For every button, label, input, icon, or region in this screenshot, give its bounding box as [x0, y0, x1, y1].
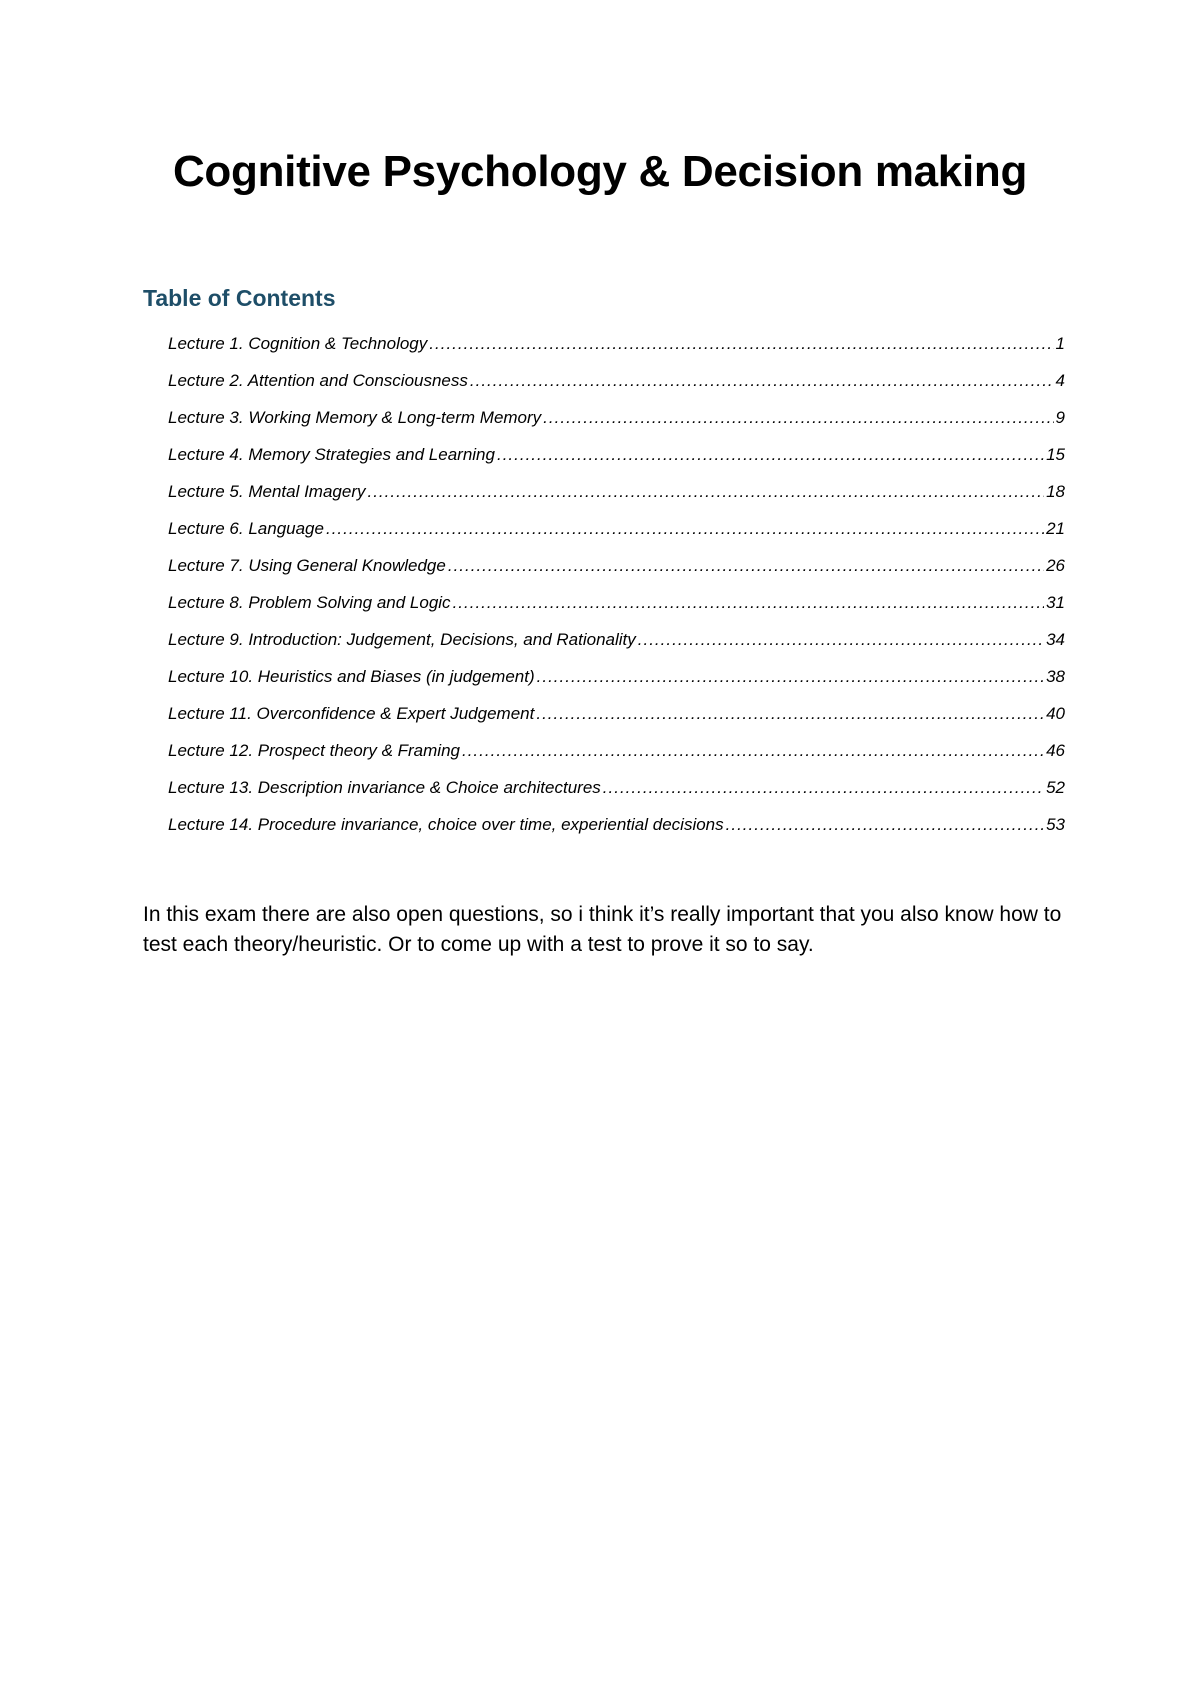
toc-entry-page: 26 [1046, 556, 1065, 575]
toc-entry-label: Lecture 10. Heuristics and Biases (in judgement) [168, 667, 535, 686]
toc-entry-label: Lecture 11. Overconfidence & Expert Judgement [168, 704, 535, 723]
toc-entry-page: 34 [1046, 630, 1065, 649]
toc-entry-label: Lecture 7. Using General Knowledge [168, 556, 446, 575]
toc-entry-page: 46 [1046, 741, 1065, 760]
toc-dot-leader [367, 480, 1044, 504]
toc-entry-label: Lecture 6. Language [168, 519, 324, 538]
toc-dot-leader [603, 776, 1044, 800]
toc-entry-lecture-5[interactable] [168, 480, 1065, 517]
toc-entry-lecture-13[interactable] [168, 776, 1065, 813]
toc-dot-leader [429, 332, 1053, 356]
toc-entry-page: 21 [1046, 519, 1065, 538]
toc-dot-leader [462, 739, 1044, 763]
toc-entry-label: Lecture 2. Attention and Consciousness [168, 371, 468, 390]
toc-entry-page: 31 [1046, 593, 1065, 612]
document-title: Cognitive Psychology & Decision making [172, 147, 1028, 196]
toc-entry-label: Lecture 8. Problem Solving and Logic [168, 593, 451, 612]
toc-dot-leader [326, 517, 1044, 541]
toc-entry-lecture-3[interactable] [168, 406, 1065, 443]
toc-entry-label: Lecture 12. Prospect theory & Framing [168, 741, 460, 760]
toc-entry-lecture-14[interactable] [168, 813, 1065, 850]
toc-dot-leader [470, 369, 1054, 393]
toc-entry-lecture-8[interactable] [168, 591, 1065, 628]
toc-entry-lecture-9[interactable] [168, 628, 1065, 665]
toc-entry-page: 38 [1046, 667, 1065, 686]
toc-entry-page: 53 [1046, 815, 1065, 834]
toc-entry-page: 9 [1055, 408, 1065, 427]
toc-entry-page: 52 [1046, 778, 1065, 797]
toc-dot-leader [448, 554, 1044, 578]
toc-entry-label: Lecture 13. Description invariance & Choice architectures [168, 778, 601, 797]
toc-dot-leader [543, 406, 1053, 430]
toc-dot-leader [638, 628, 1044, 652]
table-of-contents [168, 332, 1065, 850]
toc-entry-label: Lecture 14. Procedure invariance, choice over time, experiential decisions [168, 815, 724, 834]
toc-entry-lecture-6[interactable] [168, 517, 1065, 554]
toc-entry-lecture-11[interactable] [168, 702, 1065, 739]
toc-heading: Table of Contents [143, 285, 336, 311]
exam-note-paragraph: In this exam there are also open questions, so i think it’s really important that you also know how to test each theory/heuristic. Or to come up with a test to prove it so to say. [143, 903, 1062, 956]
toc-entry-label: Lecture 3. Working Memory & Long-term Memory [168, 408, 542, 427]
toc-entry-page: 1 [1055, 334, 1065, 353]
toc-entry-lecture-2[interactable] [168, 369, 1065, 406]
toc-entry-page: 18 [1046, 482, 1065, 501]
toc-entry-lecture-7[interactable] [168, 554, 1065, 591]
toc-entry-label: Lecture 5. Mental Imagery [168, 482, 366, 501]
toc-entry-label: Lecture 4. Memory Strategies and Learning [168, 445, 495, 464]
toc-dot-leader [536, 702, 1044, 726]
toc-dot-leader [497, 443, 1044, 467]
toc-entry-lecture-4[interactable] [168, 443, 1065, 480]
toc-entry-lecture-10[interactable] [168, 665, 1065, 702]
toc-entry-label: Lecture 9. Introduction: Judgement, Decisions, and Rationality [168, 630, 636, 649]
toc-dot-leader [726, 813, 1044, 837]
toc-dot-leader [453, 591, 1045, 615]
toc-entry-lecture-12[interactable] [168, 739, 1065, 776]
toc-entry-page: 15 [1046, 445, 1065, 464]
toc-entry-lecture-1[interactable] [168, 332, 1065, 369]
toc-entry-label: Lecture 1. Cognition & Technology [168, 334, 428, 353]
toc-entry-page: 4 [1055, 371, 1065, 390]
toc-dot-leader [537, 665, 1044, 689]
toc-entry-page: 40 [1046, 704, 1065, 723]
